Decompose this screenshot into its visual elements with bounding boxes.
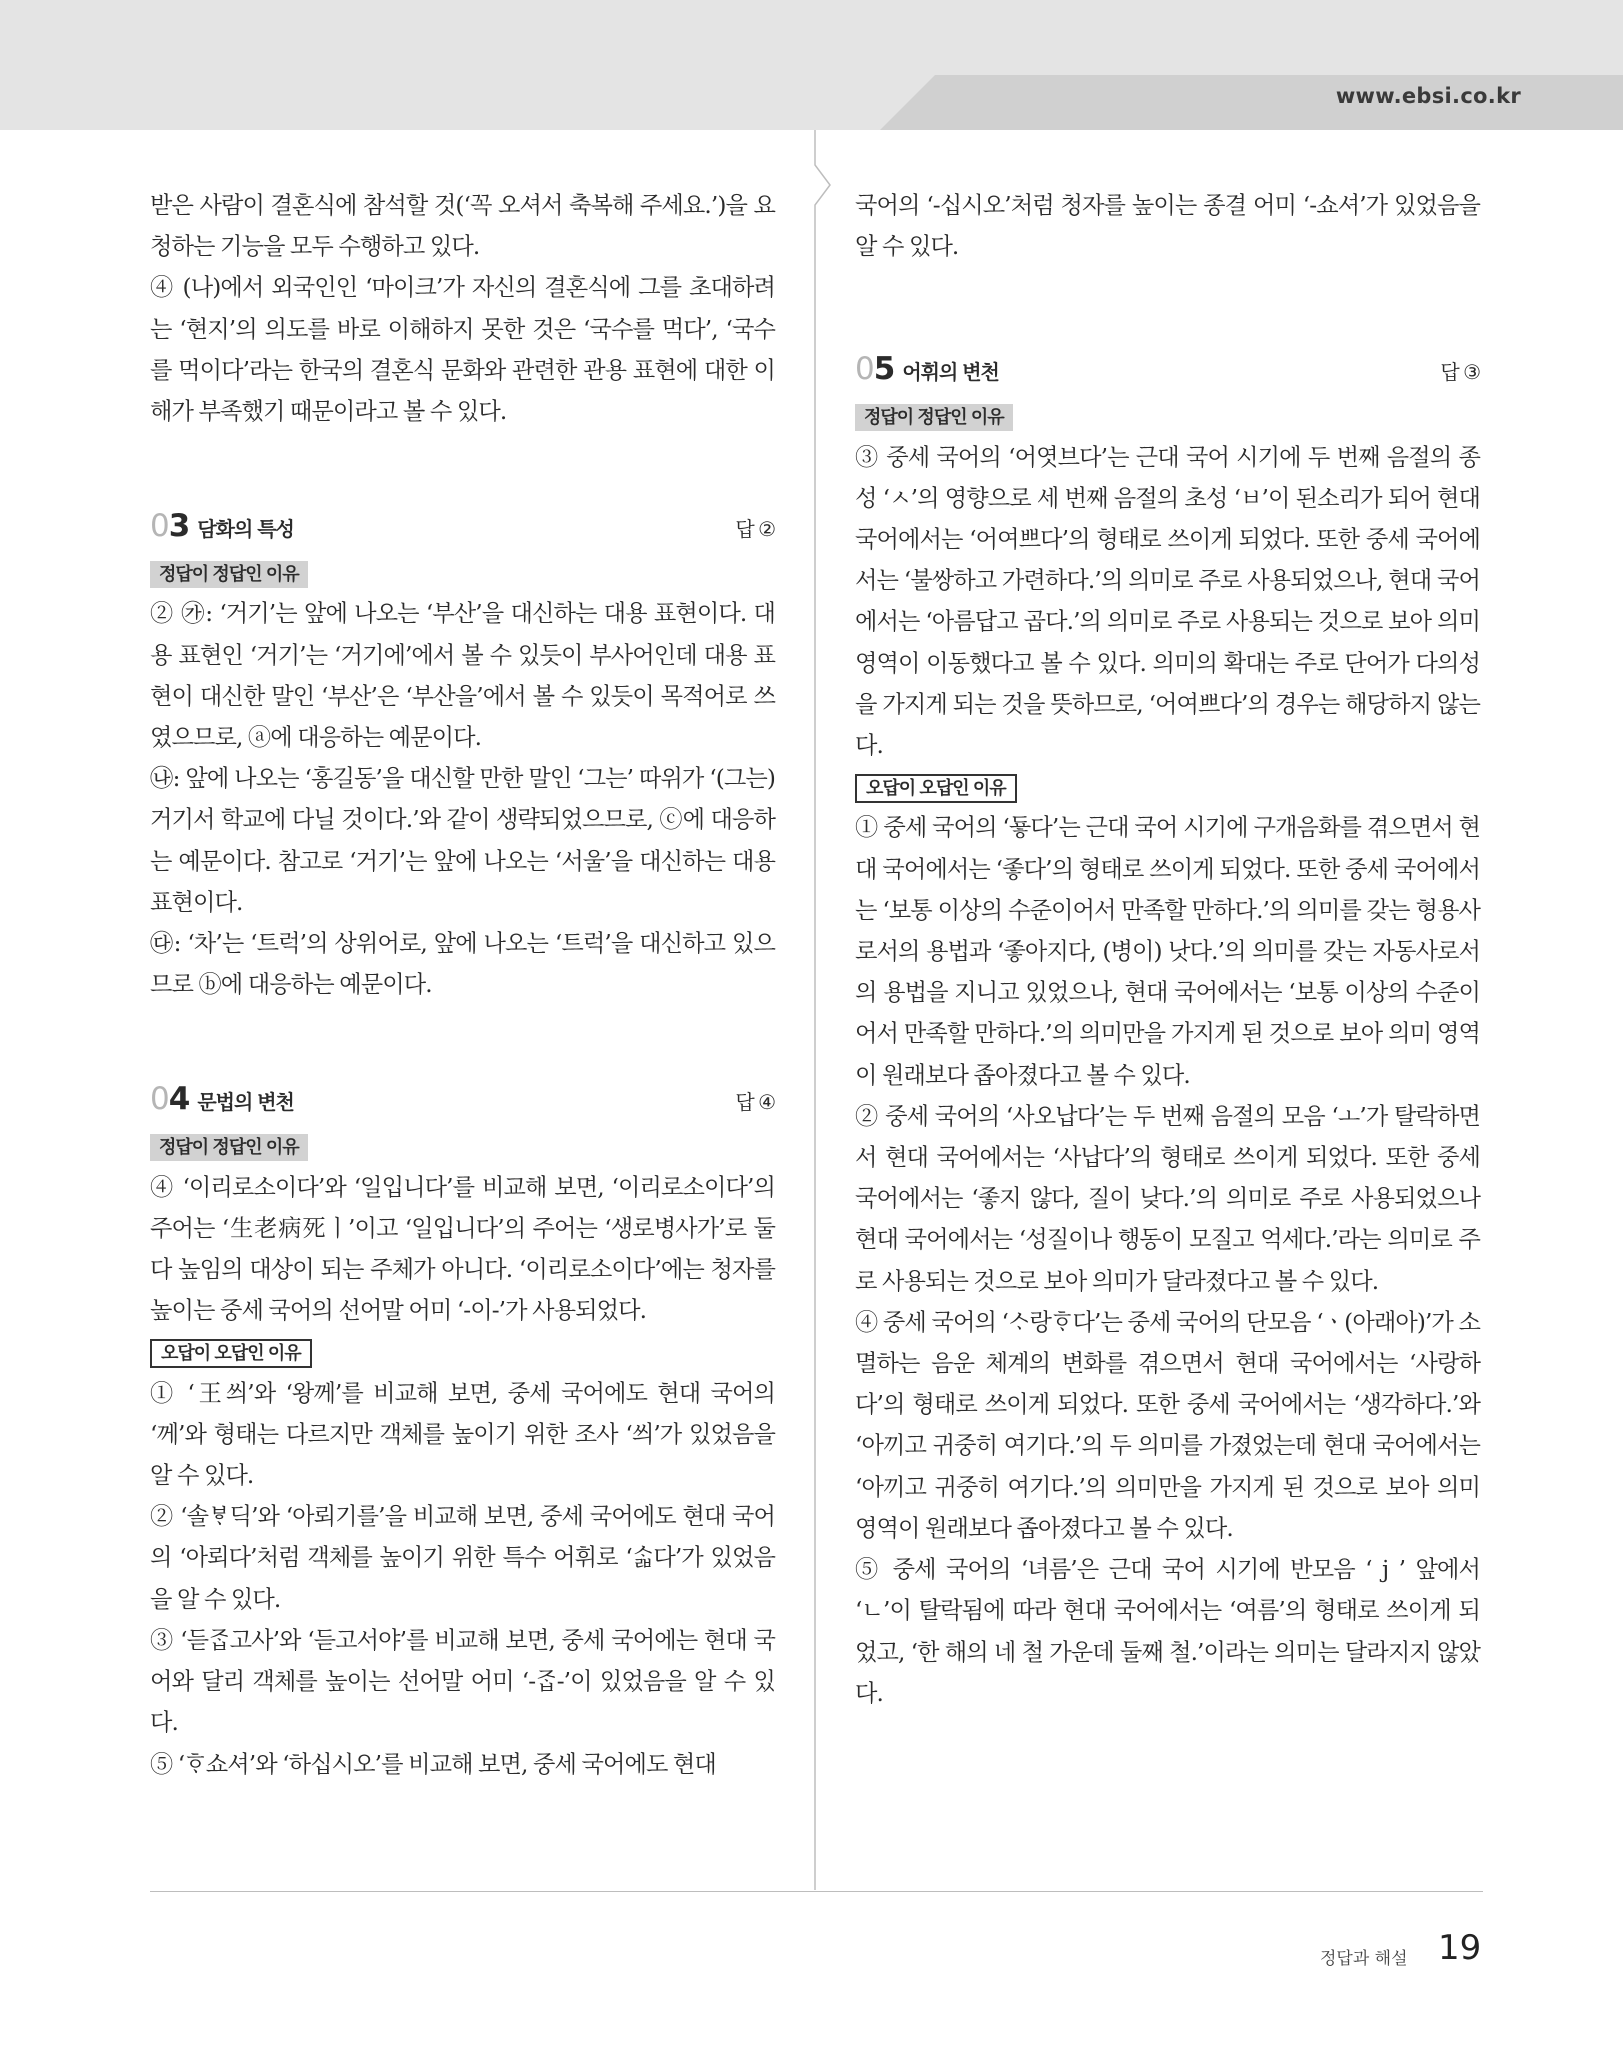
answer-label: 답 ③ — [1440, 360, 1480, 385]
section-title: 문법의 변천 — [197, 1090, 294, 1115]
answer-label: 답 ② — [735, 517, 775, 542]
footer-label: 정답과 해설 — [1320, 1949, 1408, 1969]
paragraph: ② 중세 국어의 ‘사오납다’는 두 번째 음절의 모음 ‘ㅗ’가 탈락하면서 현대 국어에서는 ‘사납다’의 형태로 쓰이게 되었다. 또한 중세 국어에서는 ‘좋지 않다, 질이 낮다.’의 의미로 주로 사용되었으나 현대 국어에서는 ‘성질이나 행동이 모질고 억세다.’라는 의미로 주로 사용되는 것으로 보아 의미가 달라졌다고 볼 수 있다. — [855, 1102, 1480, 1295]
paragraph: ⑤ ‘ᄒᆞ쇼셔’와 ‘하십시오’를 비교해 보면, 중세 국어에도 현대 — [150, 1750, 716, 1778]
correct-reason-badge: 정답이 정답인 이유 — [150, 561, 308, 588]
right-column — [855, 185, 1480, 1714]
section-title: 어휘의 변천 — [902, 360, 999, 385]
correct-reason-badge: 정답이 정답인 이유 — [150, 1134, 308, 1161]
paragraph: ④ 중세 국어의 ‘ᄉᆞ랑ᄒᆞ다’는 중세 국어의 단모음 ‘ㆍ(아래아)’가 소멸하는 음운 체계의 변화를 겪으면서 현대 국어에서는 ‘사랑하다’의 형태로 쓰이게 되었다. 또한 중세 국어에서는 ‘생각하다.’와 ‘아끼고 귀중히 여기다.’의 두 의미를 가졌었는데 현대 국어에서는 ‘아끼고 귀중히 여기다.’의 의미만을 가지게 된 것으로 보아 의미 영역이 원래보다 좁아졌다고 볼 수 있다. — [855, 1308, 1480, 1542]
paragraph: ㉯: 앞에 나오는 ‘홍길동’을 대신할 만한 말인 ‘그는’ 따위가 ‘(그는) 거기서 학교에 다닐 것이다.’와 같이 생략되었으므로, ⓒ에 대응하는 예문이다. 참고로 ‘거기’는 앞에 나오는 ‘서울’을 대신하는 대용 표현이다. — [150, 765, 775, 916]
footer-rule — [150, 1891, 1483, 1892]
paragraph: 국어의 ‘-십시오’처럼 청자를 높이는 종결 어미 ‘-쇼셔’가 있었음을 알 수 있다. — [855, 192, 1480, 261]
paragraph: ⑤ 중세 국어의 ‘녀름’은 근대 국어 시기에 반모음 ‘ j ’ 앞에서 ‘ㄴ’이 탈락됨에 따라 현대 국어에서는 ‘여름’의 형태로 쓰이게 되었고, ‘한 해의 네 철 가운데 둘째 철.’이라는 의미는 달라지지 않았다. — [855, 1556, 1480, 1707]
paragraph: ④ (나)에서 외국인인 ‘마이크’가 자신의 결혼식에 그를 초대하려는 ‘현지’의 의도를 바로 이해하지 못한 것은 ‘국수를 먹다’, ‘국수를 먹이다’라는 한국의 결혼식 문화와 관련한 관용 표현에 대한 이해가 부족했기 때문이라고 볼 수 있다. — [150, 274, 775, 426]
section-header-05 — [855, 345, 1480, 387]
wrong-reason-badge: 오답이 오답인 이유 — [855, 774, 1017, 803]
section-title: 담화의 특성 — [197, 517, 294, 542]
paragraph: ③ 중세 국어의 ‘어엿브다’는 근대 국어 시기에 두 번째 음절의 종성 ‘ㅅ’의 영향으로 세 번째 음절의 초성 ‘ㅂ’이 된소리가 되어 현대 국어에서는 ‘어여쁘다’의 형태로 쓰이게 되었다. 또한 중세 국어에서는 ‘불쌍하고 가련하다.’의 의미로 주로 사용되었으나, 현대 국어에서는 ‘아름답고 곱다.’의 의미로 주로 사용되는 것으로 보아 의미 영역이 이동했다고 볼 수 있다. 의미의 확대는 주로 단어가 다의성을 가지게 되는 것을 뜻하므로, ‘어여쁘다’의 경우는 해당하지 않는다. — [855, 443, 1480, 760]
paragraph: ① 중세 국어의 ‘둏다’는 근대 국어 시기에 구개음화를 겪으면서 현대 국어에서는 ‘좋다’의 형태로 쓰이게 되었다. 또한 중세 국어에서는 ‘보통 이상의 수준이어서 만족할 만하다.’의 의미를 갖는 형용사로서의 용법과 ‘좋아지다, (병이) 낫다.’의 의미를 갖는 자동사로서의 용법을 지니고 있었으나, 현대 국어에서는 ‘보통 이상의 수준이어서 만족할 만하다.’의 의미만을 가지게 된 것으로 보아 의미 영역이 원래보다 좁아졌다고 볼 수 있다. — [855, 814, 1480, 1089]
section-number: 05 — [855, 351, 895, 388]
paragraph: 받은 사람이 결혼식에 참석할 것(‘꼭 오셔서 축복해 주세요.’)을 요청하는 기능을 모두 수행하고 있다. — [150, 192, 775, 261]
paragraph: ㉰: ‘차’는 ‘트럭’의 상위어로, 앞에 나오는 ‘트럭’을 대신하고 있으므로 ⓑ에 대응하는 예문이다. — [150, 930, 775, 999]
paragraph: ② ‘솔ᄫᆞ딕’와 ‘아뢰기를’을 비교해 보면, 중세 국어에도 현대 국어의 ‘아뢰다’처럼 객체를 높이기 위한 특수 어휘로 ‘ᄉᆞᆲ다’가 있었음을 알 수 있다. — [150, 1503, 775, 1613]
section-number: 04 — [150, 1081, 190, 1118]
section-header-04 — [150, 1075, 775, 1117]
correct-reason-badge: 정답이 정답인 이유 — [855, 404, 1013, 431]
answer-label: 답 ④ — [735, 1090, 775, 1115]
paragraph: ③ ‘듣ᄌᆞᆸ고사’와 ‘듣고서야’를 비교해 보면, 중세 국어에는 현대 국어와 달리 객체를 높이는 선어말 어미 ‘-ᄌᆞᆸ-’이 있었음을 알 수 있다. — [150, 1626, 775, 1737]
site-url: www.ebsi.co.kr — [1335, 84, 1521, 108]
paragraph: ① ‘王씌’와 ‘왕께’를 비교해 보면, 중세 국어에도 현대 국어의 ‘께’와 형태는 다르지만 객체를 높이기 위한 조사 ‘씌’가 있었음을 알 수 있다. — [150, 1379, 775, 1490]
paragraph: ② ㉮: ‘거기’는 앞에 나오는 ‘부산’을 대신하는 대용 표현이다. 대용 표현인 ‘거기’는 ‘거기에’에서 볼 수 있듯이 부사어인데 대용 표현이 대신한 말인 ‘부산’은 ‘부산을’에서 볼 수 있듯이 목적어로 쓰였으므로, ⓐ에 대응하는 예문이다. — [150, 600, 775, 752]
section-header-03 — [150, 502, 775, 544]
page-number: 19 — [1438, 1928, 1482, 1968]
section-number: 03 — [150, 508, 190, 545]
paragraph: ④ ‘이리로소이다’와 ‘일입니다’를 비교해 보면, ‘이리로소이다’의 주어는 ‘生老病死ㅣ’이고 ‘일입니다’의 주어는 ‘생로병사가’로 둘 다 높임의 대상이 되는 주체가 아니다. ‘이리로소이다’에는 청자를 높이는 중세 국어의 선어말 어미 ‘-이-’가 사용되었다. — [150, 1173, 775, 1325]
left-column — [150, 185, 775, 1785]
wrong-reason-badge: 오답이 오답인 이유 — [150, 1339, 312, 1368]
